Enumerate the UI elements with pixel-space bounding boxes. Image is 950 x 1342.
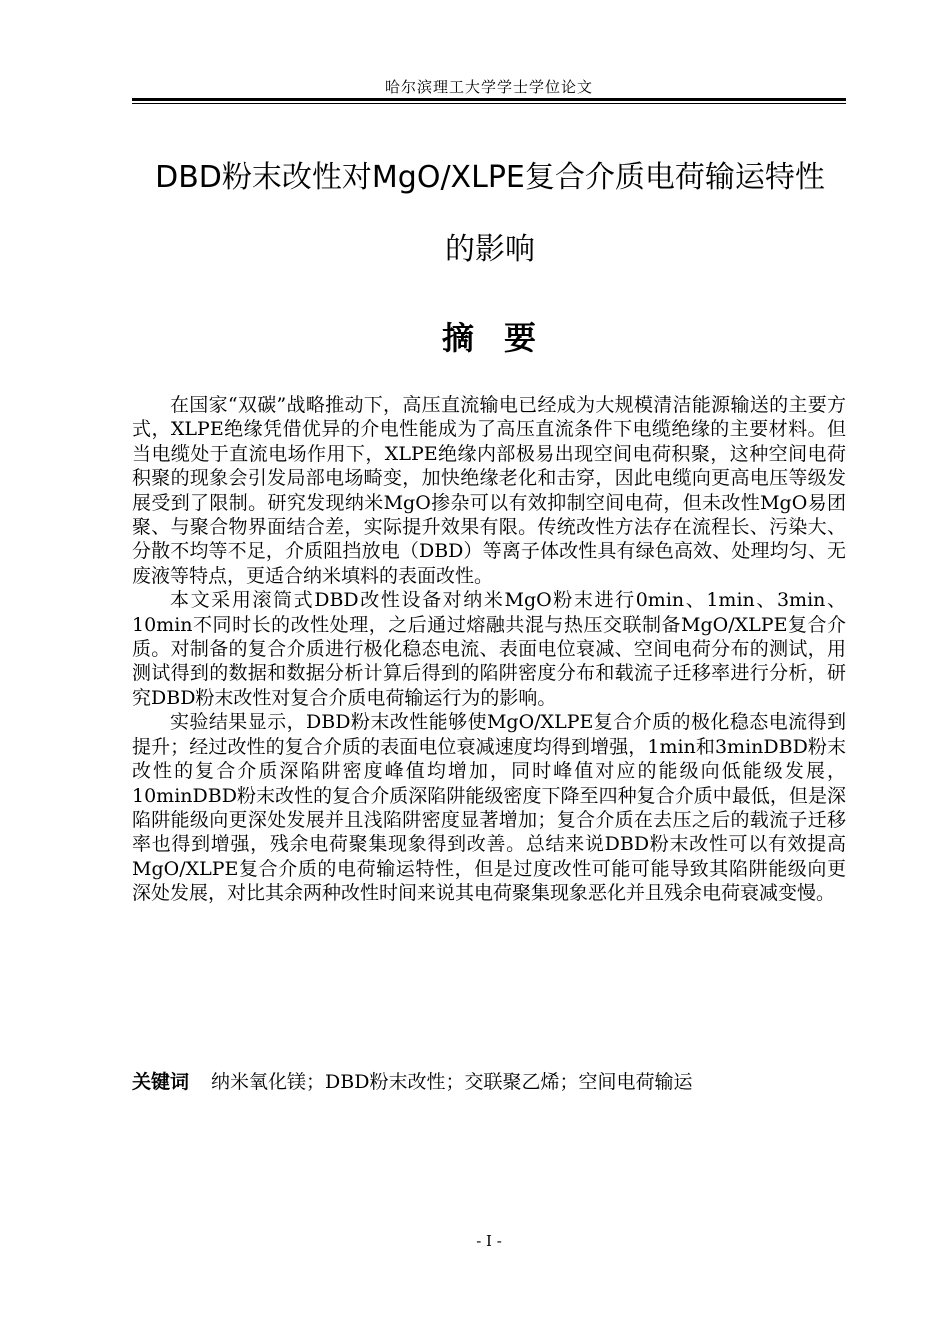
page-number: - I - (476, 1232, 502, 1250)
abstract-paragraph-1: 在国家“双碳”战略推动下，高压直流输电已经成为大规模清洁能源输送的主要方式，XLPE绝缘凭借优异的介电性能成为了高压直流条件下电缆绝缘的主要材料。但当电缆处于直流电场作用下，XLPE绝缘内部极易出现空间电荷积聚，这种空间电荷积聚的现象会引发局部电场畸变，加快绝缘老化和击穿，因此电缆向更高电压等级发展受到了限制。研究发现纳米MgO掺杂可以有效抑制空间电荷，但未改性MgO易团聚、与聚合物界面结合差，实际提升效果有限。传统改性方法存在流程长、污染大、分散不均等不足，介质阻挡放电（DBD）等离子体改性具有绿色高效、处理均匀、无废液等特点，更适合纳米填料的表面改性。 (132, 394, 846, 587)
paper-title-line-1: DBD粉末改性对MgO/XLPE复合介质电荷输运特性 (155, 160, 825, 195)
header-rule-thin (132, 103, 846, 104)
keywords-line (132, 1070, 846, 1094)
abstract-heading: 摘要 (441, 319, 566, 357)
paper-title-line-2: 的影响 (445, 232, 535, 267)
abstract-paragraph-3: 实验结果显示，DBD粉末改性能够使MgO/XLPE复合介质的极化稳态电流得到提升；经过改性的复合介质的表面电位衰减速度均得到增强，1min和3minDBD粉末改性的复合介质深陷阱密度峰值均增加，同时峰值对应的能级向低能级发展，10minDBD粉末改性的复合介质深陷阱能级密度下降至四种复合介质中最低，但是深陷阱能级向更深处发展并且浅陷阱密度显著增加；复合介质在去压之后的载流子迁移率也得到增强，残余电荷聚集现象得到改善。总结来说DBD粉末改性可以有效提高MgO/XLPE复合介质的电荷输运特性，但是过度改性可能可能导致其陷阱能级向更深处发展，对比其余两种改性时间来说其电荷聚集现象恶化并且残余电荷衰减变慢。 (132, 711, 846, 905)
running-header: 哈尔滨理工大学学士学位论文 (384, 78, 593, 96)
abstract-body (132, 393, 846, 906)
keywords-text: 纳米氧化镁；DBD粉末改性；交联聚乙烯；空间电荷输运 (211, 1071, 693, 1093)
abstract-paragraph-2: 本文采用滚筒式DBD改性设备对纳米MgO粉末进行0min、1min、3min、10min不同时长的改性处理，之后通过熔融共混与热压交联制备MgO/XLPE复合介质。对制备的复合介质进行极化稳态电流、表面电位衰减、空间电荷分布的测试，用测试得到的数据和数据分析计算后得到的陷阱密度分布和载流子迁移率进行分析，研究DBD粉末改性对复合介质电荷输运行为的影响。 (132, 589, 846, 709)
header-rule-thick (132, 98, 846, 101)
keywords-label: 关键词 (132, 1071, 190, 1093)
